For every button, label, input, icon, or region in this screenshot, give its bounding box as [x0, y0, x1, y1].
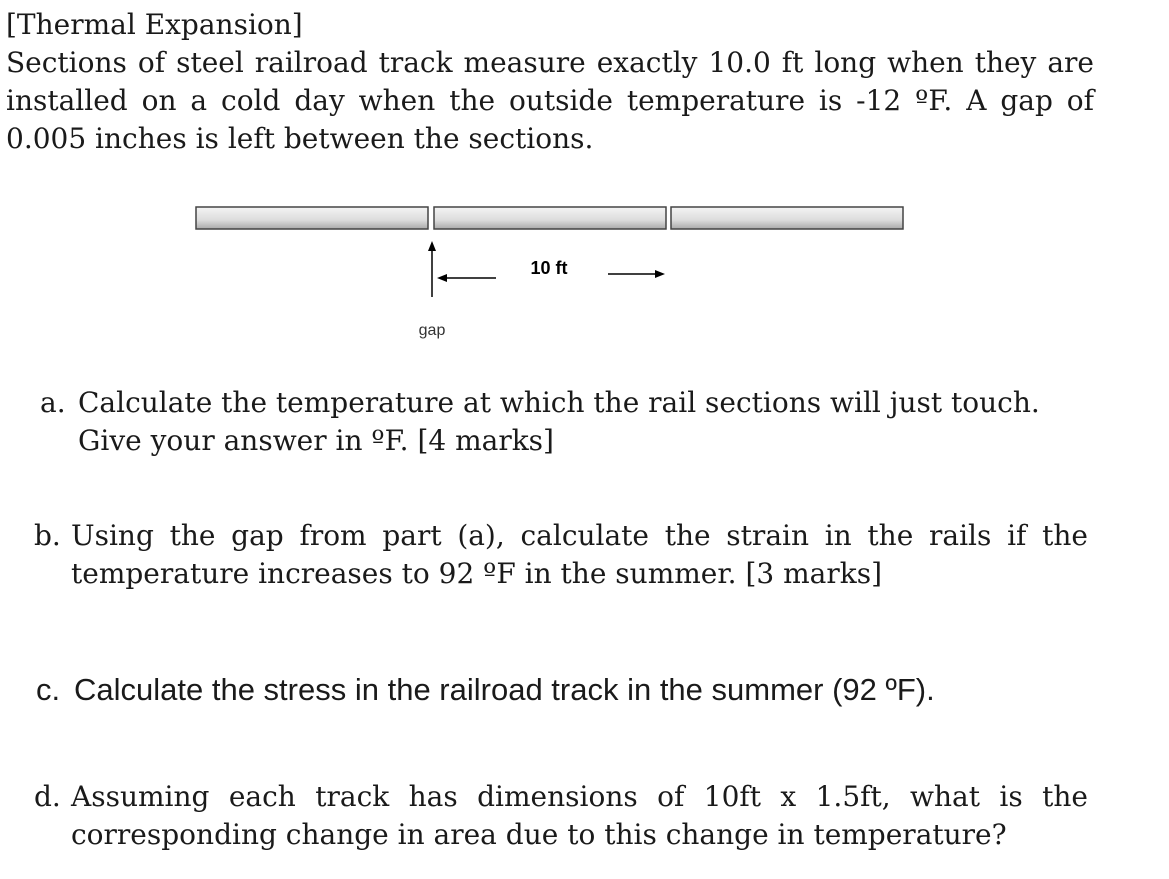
question-a-line-2: Give your answer in ºF. [4 marks] — [78, 424, 554, 457]
length-label: 10 ft — [530, 258, 568, 278]
question-b — [34, 517, 1088, 593]
rail-diagram — [0, 190, 1169, 350]
gap-label: gap — [418, 322, 446, 339]
question-c — [36, 671, 1090, 709]
question-b-text: Using the gap from part (a), calculate the strain in the rails if the temperature increases to 92 ºF in the summer. [3 marks] — [71, 519, 1088, 590]
problem-statement: Sections of steel railroad track measure exactly 10.0 ft long when they are installed on a cold day when the outside temperature is -12 ºF. A gap of 0.005 inches is left between the sections. — [6, 46, 1094, 155]
dimension-arrowhead-left — [437, 274, 447, 282]
question-a-line-1: Calculate the temperature at which the rail sections will just touch. — [78, 386, 1040, 419]
question-a — [40, 384, 1100, 460]
question-c-letter: c. — [36, 672, 61, 707]
question-a-letter: a. — [40, 386, 66, 419]
rail-section-2 — [434, 207, 666, 229]
question-d — [34, 778, 1088, 854]
document-title: [Thermal Expansion] — [6, 8, 303, 41]
question-d-text: Assuming each track has dimensions of 10ft x 1.5ft, what is the corresponding change in area due to this change in temperature? — [71, 780, 1088, 851]
question-b-letter: b. — [34, 519, 61, 552]
question-c-text: Calculate the stress in the railroad track in the summer (92 ºF). — [74, 672, 935, 707]
rail-section-1 — [196, 207, 428, 229]
question-d-letter: d. — [34, 780, 61, 813]
dimension-arrowhead-right — [655, 270, 665, 278]
rail-section-3 — [671, 207, 903, 229]
gap-pointer-arrowhead — [428, 241, 436, 251]
